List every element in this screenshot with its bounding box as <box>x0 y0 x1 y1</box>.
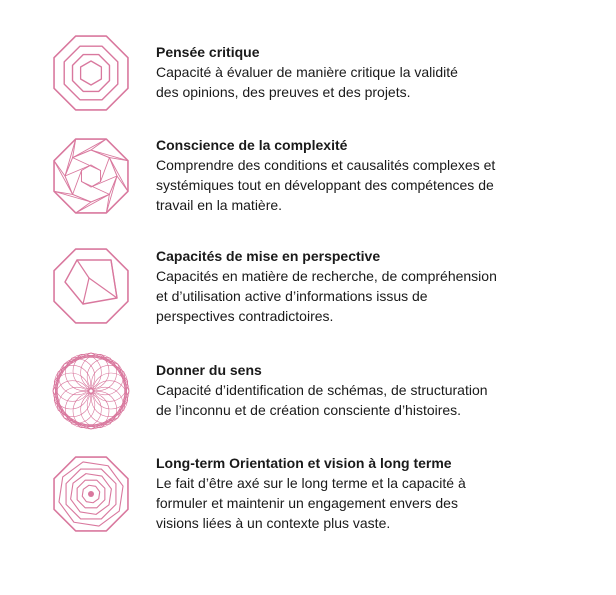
competency-description: Comprendre des conditions et causalités complexes et systémiques tout en développant des compétences de travail en la matière. <box>156 157 496 213</box>
competency-description: Capacités en matière de recherche, de compréhension et d’utilisation active d’informations issus de perspectives contradictoires. <box>156 268 497 324</box>
concentric-octagons-target-icon <box>47 450 135 538</box>
competency-title: Pensée critique <box>156 44 260 60</box>
competency-title: Long-term Orientation et vision à long terme <box>156 455 452 471</box>
competency-title: Capacités de mise en perspective <box>156 248 381 264</box>
competency-description: Capacité à évaluer de manière critique la validité des opinions, des preuves et des projets. <box>156 64 458 100</box>
octagon-with-cube-icon <box>47 242 135 330</box>
competency-title: Conscience de la complexité <box>156 137 348 153</box>
faceted-polygon-icon <box>47 132 135 220</box>
competency-title: Donner du sens <box>156 362 262 378</box>
spirograph-octagon-icon <box>47 347 135 435</box>
competency-description: Le fait d’être axé sur le long terme et la capacité à formuler et maintenir un engagement envers des visions liées à un contexte plus vaste. <box>156 475 466 531</box>
competency-description: Capacité d’identification de schémas, de structuration de l’inconnu et de création consciente d’histoires. <box>156 382 488 418</box>
nested-octagon-hexagon-icon <box>47 29 135 117</box>
